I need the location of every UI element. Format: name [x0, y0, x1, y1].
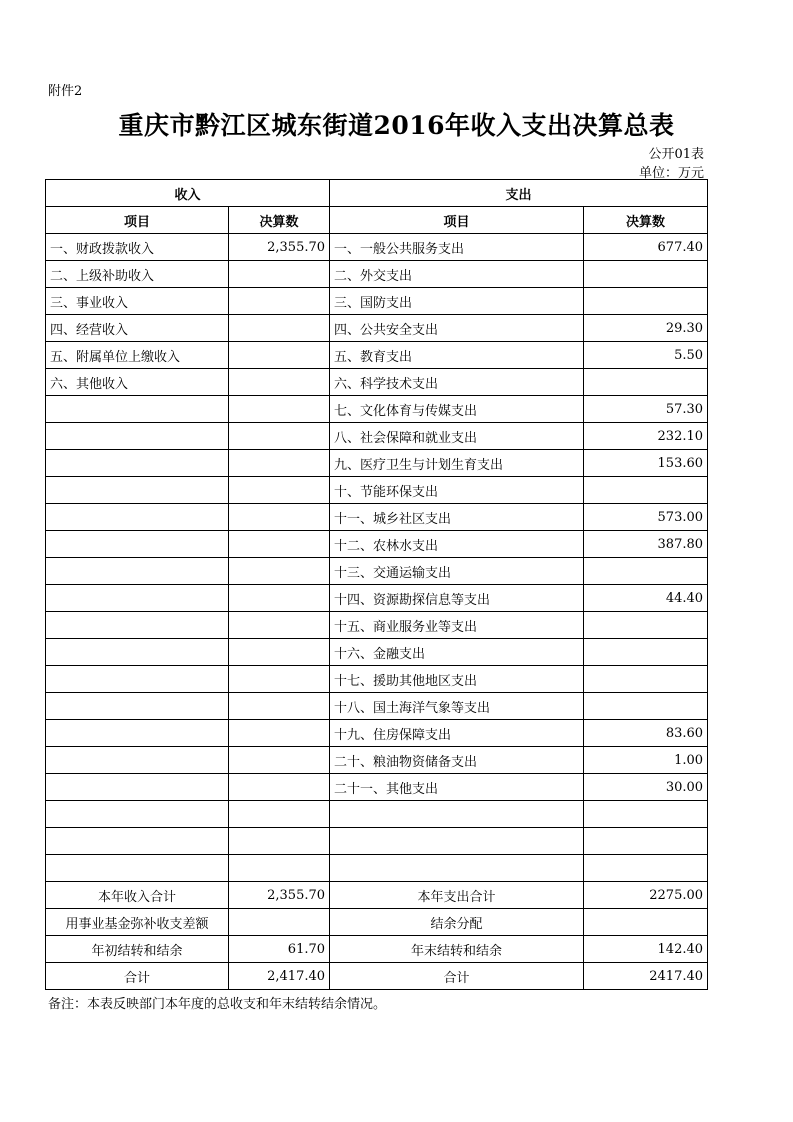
expense-item-cell: 二十一、其他支出	[330, 774, 584, 801]
expense-item-col-header: 项目	[330, 207, 584, 234]
income-item-cell	[46, 639, 229, 666]
income-amount-cell	[229, 909, 330, 936]
income-amount-cell	[229, 585, 330, 612]
table-row	[46, 747, 708, 774]
expense-item-cell: 十七、援助其他地区支出	[330, 666, 584, 693]
income-amount-cell	[229, 450, 330, 477]
income-item-cell: 用事业基金弥补收支差额	[46, 909, 229, 936]
income-amount-cell: 2,417.40	[229, 963, 330, 990]
expense-item-cell: 十三、交通运输支出	[330, 558, 584, 585]
income-item-cell: 合计	[46, 963, 229, 990]
table-row	[46, 288, 708, 315]
income-amount-cell	[229, 693, 330, 720]
income-amount-cell	[229, 261, 330, 288]
table-row	[46, 774, 708, 801]
expense-item-cell: 五、教育支出	[330, 342, 584, 369]
income-amount-cell	[229, 369, 330, 396]
income-amount-cell	[229, 504, 330, 531]
expense-amount-cell: 232.10	[584, 423, 708, 450]
expense-amount-cell: 44.40	[584, 585, 708, 612]
summary-row	[46, 909, 708, 936]
income-amount-cell	[229, 315, 330, 342]
table-row	[46, 720, 708, 747]
income-item-cell	[46, 450, 229, 477]
expense-amount-cell	[584, 288, 708, 315]
expense-amount-cell	[584, 639, 708, 666]
income-amount-cell	[229, 801, 330, 828]
table-row	[46, 423, 708, 450]
income-item-cell	[46, 774, 229, 801]
expense-item-cell: 一、一般公共服务支出	[330, 234, 584, 261]
expense-item-cell: 十二、农林水支出	[330, 531, 584, 558]
expense-amount-cell: 387.80	[584, 531, 708, 558]
income-item-cell	[46, 531, 229, 558]
income-item-cell	[46, 396, 229, 423]
summary-row	[46, 963, 708, 990]
table-row	[46, 693, 708, 720]
income-header: 收入	[46, 180, 330, 207]
table-row	[46, 261, 708, 288]
expense-header: 支出	[330, 180, 708, 207]
table-row	[46, 828, 708, 855]
expense-amount-cell	[584, 261, 708, 288]
income-amount-cell	[229, 828, 330, 855]
income-item-cell	[46, 423, 229, 450]
expense-amount-cell	[584, 612, 708, 639]
table-body	[46, 180, 708, 990]
expense-item-cell: 十六、金融支出	[330, 639, 584, 666]
expense-item-cell: 二十、粮油物资储备支出	[330, 747, 584, 774]
income-amount-cell	[229, 531, 330, 558]
expense-amount-cell: 30.00	[584, 774, 708, 801]
income-item-cell: 本年收入合计	[46, 882, 229, 909]
income-amount-cell	[229, 774, 330, 801]
expense-item-cell: 四、公共安全支出	[330, 315, 584, 342]
table-row	[46, 342, 708, 369]
table-row	[46, 855, 708, 882]
expense-item-cell: 结余分配	[330, 909, 584, 936]
income-item-cell	[46, 720, 229, 747]
expense-amount-cell: 29.30	[584, 315, 708, 342]
budget-table	[45, 179, 708, 990]
expense-item-cell: 十五、商业服务业等支出	[330, 612, 584, 639]
column-header-row	[46, 207, 708, 234]
expense-item-cell: 六、科学技术支出	[330, 369, 584, 396]
expense-amount-cell: 83.60	[584, 720, 708, 747]
expense-item-cell	[330, 801, 584, 828]
income-amount-cell: 61.70	[229, 936, 330, 963]
income-amount-col-header: 决算数	[229, 207, 330, 234]
income-amount-cell	[229, 423, 330, 450]
table-row	[46, 396, 708, 423]
footnote: 备注：本表反映部门本年度的总收支和年末结转结余情况。	[48, 997, 387, 1012]
expense-item-cell: 十四、资源勘探信息等支出	[330, 585, 584, 612]
expense-amount-cell: 1.00	[584, 747, 708, 774]
income-amount-cell: 2,355.70	[229, 882, 330, 909]
unit-label: 单位：万元	[638, 166, 704, 181]
expense-amount-cell	[584, 693, 708, 720]
income-amount-cell	[229, 720, 330, 747]
page-title: 重庆市黔江区城东街道2016年收入支出决算总表	[118, 111, 675, 140]
income-item-cell: 年初结转和结余	[46, 936, 229, 963]
table-row	[46, 477, 708, 504]
income-item-cell: 二、上级补助收入	[46, 261, 229, 288]
table-row	[46, 801, 708, 828]
expense-amount-cell	[584, 828, 708, 855]
income-item-col-header: 项目	[46, 207, 229, 234]
income-item-cell: 三、事业收入	[46, 288, 229, 315]
expense-item-cell: 年末结转和结余	[330, 936, 584, 963]
income-item-cell: 五、附属单位上缴收入	[46, 342, 229, 369]
expense-item-cell: 八、社会保障和就业支出	[330, 423, 584, 450]
income-item-cell	[46, 612, 229, 639]
table-row	[46, 531, 708, 558]
expense-item-cell: 九、医疗卫生与计划生育支出	[330, 450, 584, 477]
expense-amount-col-header: 决算数	[584, 207, 708, 234]
income-item-cell: 四、经营收入	[46, 315, 229, 342]
summary-row	[46, 936, 708, 963]
table-code: 公开01表	[648, 147, 704, 162]
expense-amount-cell: 573.00	[584, 504, 708, 531]
table-row	[46, 369, 708, 396]
income-item-cell	[46, 855, 229, 882]
table-row	[46, 639, 708, 666]
expense-amount-cell: 2275.00	[584, 882, 708, 909]
table-row	[46, 585, 708, 612]
expense-item-cell	[330, 855, 584, 882]
income-amount-cell	[229, 639, 330, 666]
expense-amount-cell	[584, 801, 708, 828]
income-item-cell	[46, 585, 229, 612]
summary-row	[46, 882, 708, 909]
expense-item-cell: 七、文化体育与传媒支出	[330, 396, 584, 423]
income-amount-cell	[229, 747, 330, 774]
table-row	[46, 504, 708, 531]
table-row	[46, 315, 708, 342]
expense-amount-cell	[584, 855, 708, 882]
expense-amount-cell: 153.60	[584, 450, 708, 477]
section-header-row	[46, 180, 708, 207]
income-amount-cell	[229, 288, 330, 315]
expense-amount-cell: 2417.40	[584, 963, 708, 990]
expense-item-cell	[330, 828, 584, 855]
income-amount-cell	[229, 855, 330, 882]
income-item-cell: 一、财政拨款收入	[46, 234, 229, 261]
table-row	[46, 612, 708, 639]
attachment-label: 附件2	[48, 84, 83, 99]
income-item-cell	[46, 666, 229, 693]
table-row	[46, 558, 708, 585]
income-amount-cell	[229, 612, 330, 639]
expense-item-cell: 十八、国土海洋气象等支出	[330, 693, 584, 720]
expense-amount-cell: 142.40	[584, 936, 708, 963]
expense-item-cell: 十一、城乡社区支出	[330, 504, 584, 531]
expense-item-cell: 本年支出合计	[330, 882, 584, 909]
income-item-cell	[46, 801, 229, 828]
expense-item-cell: 二、外交支出	[330, 261, 584, 288]
expense-amount-cell	[584, 666, 708, 693]
expense-amount-cell	[584, 477, 708, 504]
income-item-cell	[46, 747, 229, 774]
income-item-cell: 六、其他收入	[46, 369, 229, 396]
income-amount-cell	[229, 558, 330, 585]
income-item-cell	[46, 558, 229, 585]
expense-item-cell: 十九、住房保障支出	[330, 720, 584, 747]
income-amount-cell: 2,355.70	[229, 234, 330, 261]
income-amount-cell	[229, 666, 330, 693]
expense-item-cell: 合计	[330, 963, 584, 990]
table-row	[46, 450, 708, 477]
income-item-cell	[46, 504, 229, 531]
expense-item-cell: 三、国防支出	[330, 288, 584, 315]
income-amount-cell	[229, 477, 330, 504]
table-row	[46, 666, 708, 693]
expense-amount-cell	[584, 369, 708, 396]
table-row	[46, 234, 708, 261]
expense-amount-cell: 57.30	[584, 396, 708, 423]
expense-amount-cell: 5.50	[584, 342, 708, 369]
income-item-cell	[46, 693, 229, 720]
income-amount-cell	[229, 396, 330, 423]
expense-amount-cell: 677.40	[584, 234, 708, 261]
expense-amount-cell	[584, 909, 708, 936]
income-item-cell	[46, 828, 229, 855]
income-item-cell	[46, 477, 229, 504]
expense-amount-cell	[584, 558, 708, 585]
expense-item-cell: 十、节能环保支出	[330, 477, 584, 504]
income-amount-cell	[229, 342, 330, 369]
